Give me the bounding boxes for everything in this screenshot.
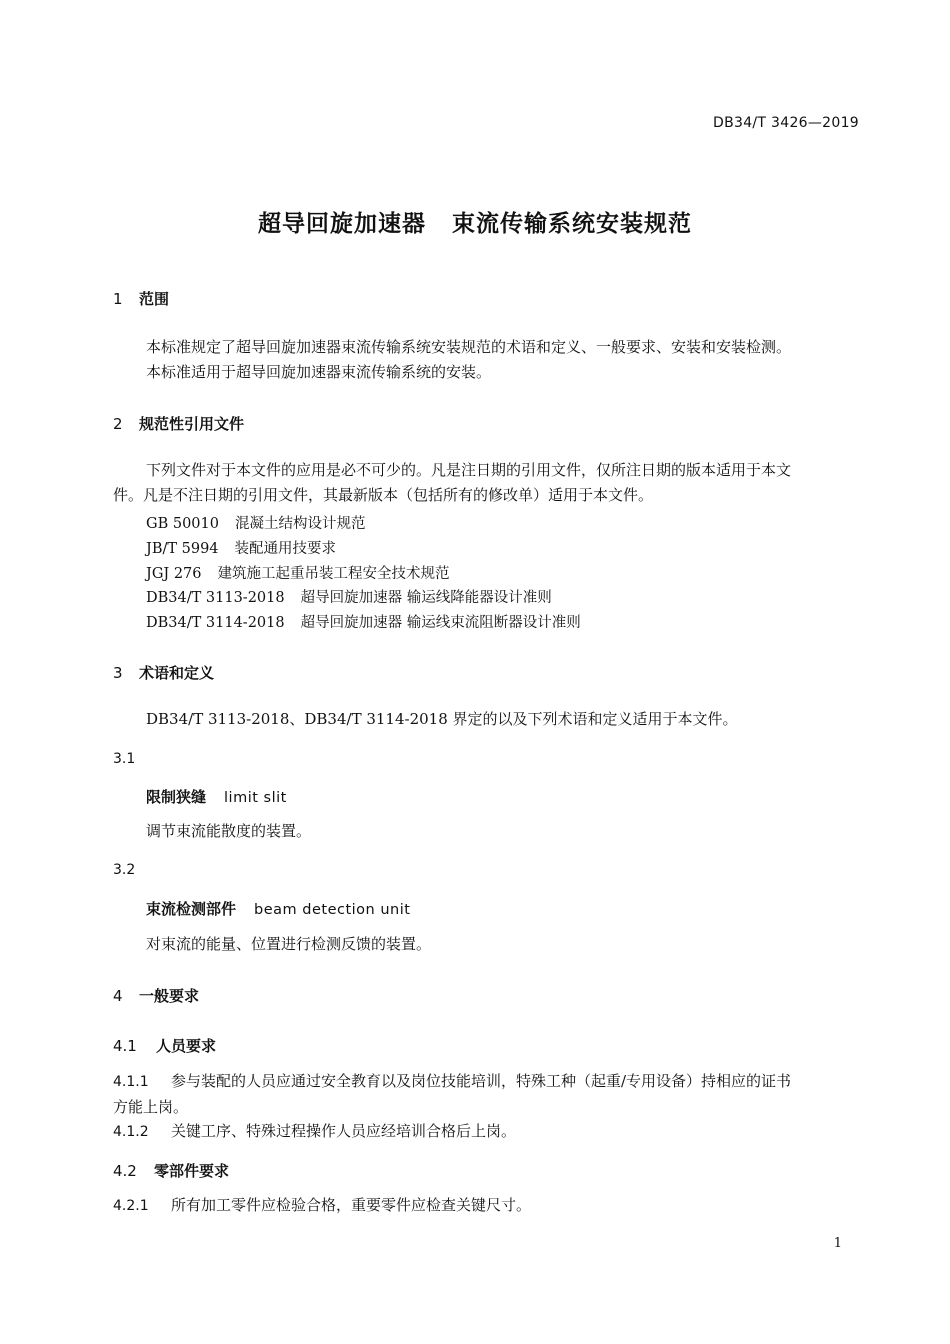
term-entry: 束流检测部件 beam detection unit [146, 900, 411, 918]
section-1-heading: 1 范围 [113, 290, 170, 308]
document-code: DB34/T 3426—2019 [713, 115, 859, 131]
reference-item: JGJ 276 建筑施工起重吊装工程安全技术规范 [146, 566, 450, 582]
scope-line-2: 本标准适用于超导回旋加速器束流传输系统的安装。 [146, 363, 492, 381]
term-entry: 限制狭缝 limit slit [146, 788, 287, 806]
term-number: 3.2 [113, 862, 136, 878]
clause-4-1-2: 4.1.2 关键工序、特殊过程操作人员应经培训合格后上岗。 [113, 1122, 517, 1140]
document-title [0, 205, 950, 238]
reference-item: GB 50010 混凝土结构设计规范 [146, 516, 366, 532]
page-number: 1 [833, 1236, 842, 1251]
reference-item: DB34/T 3113-2018 超导回旋加速器 输运线降能器设计准则 [146, 590, 552, 606]
clause-4-1-1: 4.1.1 参与装配的人员应通过安全教育以及岗位技能培训，特殊工种（起重/专用设备）持相应的证书 方能上岗。 [113, 1072, 792, 1116]
term-definition: 调节束流能散度的装置。 [146, 822, 312, 840]
term-number: 3.1 [113, 751, 136, 767]
section-3-heading: 3 术语和定义 [113, 664, 215, 682]
section-2-heading: 2 规范性引用文件 [113, 415, 245, 433]
term-definition: 对束流的能量、位置进行检测反馈的装置。 [146, 935, 432, 953]
title-part-1: 超导回旋加速器 [258, 211, 426, 237]
normative-references-paragraph: 下列文件对于本文件的应用是必不可少的。凡是注日期的引用文件，仅所注日期的版本适用于本文 件。凡是不注日期的引用文件，其最新版本（包括所有的修改单）适用于本文件。 [113, 461, 792, 504]
terms-intro: DB34/T 3113-2018、DB34/T 3114-2018 界定的以及下列术语和定义适用于本文件。 [146, 710, 738, 728]
reference-item: JB/T 5994 装配通用技要求 [146, 541, 337, 557]
section-4-heading: 4 一般要求 [113, 987, 200, 1005]
subsection-4-1-heading: 4.1 人员要求 [113, 1037, 217, 1055]
reference-item: DB34/T 3114-2018 超导回旋加速器 输运线束流阻断器设计准则 [146, 615, 581, 631]
clause-4-2-1: 4.2.1 所有加工零件应检验合格，重要零件应检查关键尺寸。 [113, 1196, 532, 1214]
scope-line-1: 本标准规定了超导回旋加速器束流传输系统安装规范的术语和定义、一般要求、安装和安装检测。 [146, 338, 792, 356]
title-part-2: 束流传输系统安装规范 [452, 211, 692, 237]
subsection-4-2-heading: 4.2 零部件要求 [113, 1162, 230, 1180]
